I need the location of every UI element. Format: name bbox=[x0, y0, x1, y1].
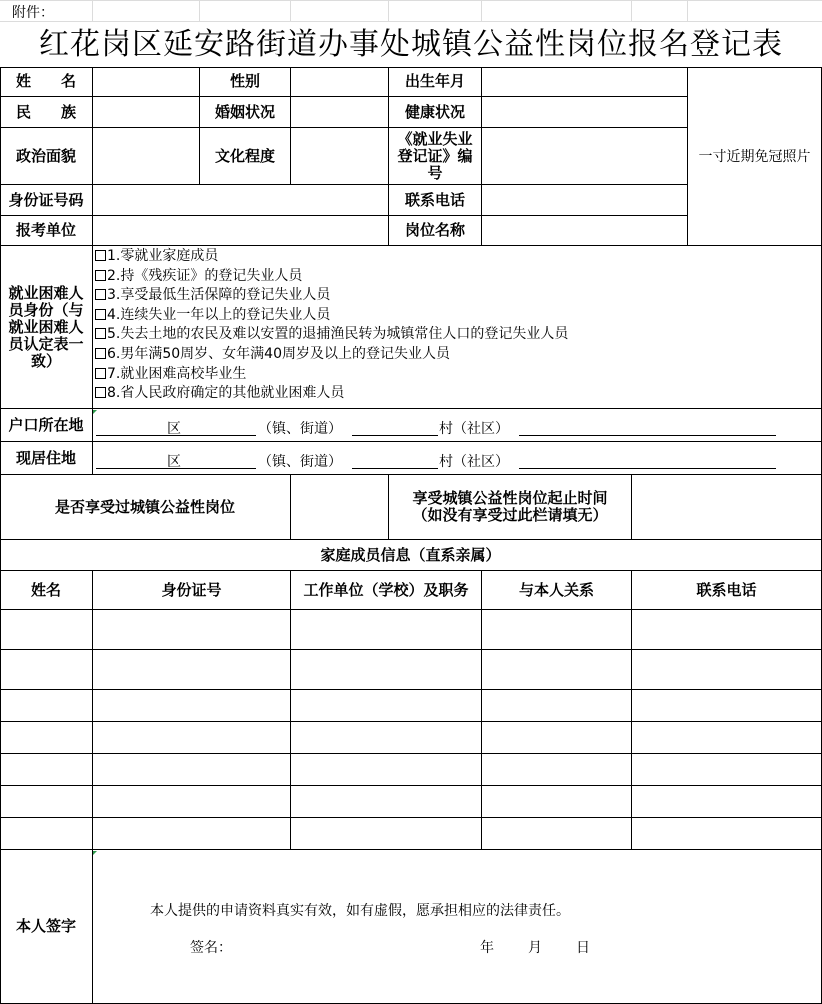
cell-comment-marker bbox=[93, 851, 97, 855]
hardship-option[interactable]: 6.男年满50周岁、女年满40周岁及以上的登记失业人员 bbox=[95, 345, 568, 365]
past-post-period-label: 享受城镇公益性岗位起止时间 （如没有享受过此栏请填无） bbox=[389, 475, 632, 540]
hardship-option[interactable]: 7.就业困难高校毕业生 bbox=[95, 365, 568, 385]
ethnicity-label: 民 族 bbox=[0, 97, 93, 128]
family-header-id: 身份证号 bbox=[93, 571, 291, 610]
family-table-cell[interactable] bbox=[0, 650, 93, 690]
name-field[interactable] bbox=[93, 67, 200, 97]
family-table-cell[interactable] bbox=[291, 754, 482, 786]
attachment-label: 附件： bbox=[12, 5, 54, 21]
cell-comment-marker bbox=[93, 410, 97, 414]
hardship-option[interactable]: 2.持《残疾证》的登记失业人员 bbox=[95, 267, 568, 287]
sheet-gridline bbox=[290, 0, 291, 21]
position-label: 岗位名称 bbox=[389, 216, 482, 246]
health-field[interactable] bbox=[482, 97, 688, 128]
hardship-option[interactable]: 1.零就业家庭成员 bbox=[95, 247, 568, 267]
family-table-cell[interactable] bbox=[0, 690, 93, 722]
family-section-title: 家庭成员信息（直系亲属） bbox=[0, 540, 822, 571]
signature-area[interactable] bbox=[93, 850, 822, 1004]
checkbox[interactable] bbox=[95, 348, 106, 359]
family-table-cell[interactable] bbox=[0, 722, 93, 754]
family-header-relation: 与本人关系 bbox=[482, 571, 632, 610]
hardship-option[interactable]: 4.连续失业一年以上的登记失业人员 bbox=[95, 306, 568, 326]
education-field[interactable] bbox=[291, 128, 389, 185]
family-table-cell[interactable] bbox=[632, 650, 822, 690]
position-field[interactable] bbox=[482, 216, 688, 246]
hukou-label: 户口所在地 bbox=[0, 409, 93, 442]
gender-label: 性别 bbox=[200, 67, 291, 97]
checkbox[interactable] bbox=[95, 387, 106, 398]
political-field[interactable] bbox=[93, 128, 200, 185]
village-text: 村（社区） bbox=[439, 454, 509, 470]
family-table-cell[interactable] bbox=[482, 786, 632, 818]
checkbox[interactable] bbox=[95, 328, 106, 339]
hardship-options bbox=[95, 247, 568, 404]
hardship-label: 就业困难人员身份（与就业困难人员认定表一致） bbox=[0, 246, 93, 409]
family-table-cell[interactable] bbox=[0, 610, 93, 650]
family-table-cell[interactable] bbox=[93, 786, 291, 818]
birth-label: 出生年月 bbox=[389, 67, 482, 97]
town-blank[interactable] bbox=[352, 468, 438, 469]
signature-label: 本人签字 bbox=[0, 850, 93, 1004]
sheet-gridline bbox=[388, 0, 389, 21]
family-table-cell[interactable] bbox=[482, 690, 632, 722]
family-table-cell[interactable] bbox=[291, 786, 482, 818]
id-number-field[interactable] bbox=[93, 185, 389, 216]
district-text: 区 bbox=[167, 454, 181, 470]
town-text: （镇、街道） bbox=[258, 421, 342, 437]
checkbox[interactable] bbox=[95, 250, 106, 261]
birth-field[interactable] bbox=[482, 67, 688, 97]
photo-box[interactable]: 一寸近期免冠照片 bbox=[688, 67, 822, 246]
family-table-cell[interactable] bbox=[93, 754, 291, 786]
family-table-cell[interactable] bbox=[632, 722, 822, 754]
month-label: 月 bbox=[528, 940, 542, 956]
ethnicity-field[interactable] bbox=[93, 97, 200, 128]
health-label: 健康状况 bbox=[389, 97, 482, 128]
family-header-work: 工作单位（学校）及职务 bbox=[291, 571, 482, 610]
town-blank[interactable] bbox=[352, 435, 438, 436]
family-table-cell[interactable] bbox=[291, 650, 482, 690]
employment-cert-label: 《就业失业登记证》编号 bbox=[389, 128, 482, 185]
political-label: 政治面貌 bbox=[0, 128, 93, 185]
checkbox[interactable] bbox=[95, 270, 106, 281]
id-number-label: 身份证号码 bbox=[0, 185, 93, 216]
town-text: （镇、街道） bbox=[258, 454, 342, 470]
family-table-cell[interactable] bbox=[632, 786, 822, 818]
marital-field[interactable] bbox=[291, 97, 389, 128]
family-table-cell[interactable] bbox=[291, 610, 482, 650]
family-table-cell[interactable] bbox=[93, 610, 291, 650]
village-blank[interactable] bbox=[519, 435, 776, 436]
family-table-cell[interactable] bbox=[482, 754, 632, 786]
family-table-cell[interactable] bbox=[291, 722, 482, 754]
checkbox[interactable] bbox=[95, 368, 106, 379]
past-post-field[interactable] bbox=[291, 475, 389, 540]
family-table-cell[interactable] bbox=[482, 722, 632, 754]
district-text: 区 bbox=[167, 421, 181, 437]
marital-label: 婚姻状况 bbox=[200, 97, 291, 128]
residence-label: 现居住地 bbox=[0, 442, 93, 475]
family-header-name: 姓名 bbox=[0, 571, 93, 610]
family-table-cell[interactable] bbox=[632, 610, 822, 650]
education-label: 文化程度 bbox=[200, 128, 291, 185]
hardship-option[interactable]: 5.失去土地的农民及难以安置的退捕渔民转为城镇常住人口的登记失业人员 bbox=[95, 325, 568, 345]
family-table-cell[interactable] bbox=[632, 754, 822, 786]
family-table-cell[interactable] bbox=[93, 818, 291, 850]
family-table-cell[interactable] bbox=[93, 690, 291, 722]
sign-label: 签名： bbox=[190, 940, 232, 956]
sheet-gridline bbox=[631, 0, 632, 21]
family-table-cell[interactable] bbox=[0, 754, 93, 786]
family-table-cell[interactable] bbox=[632, 818, 822, 850]
family-header-phone: 联系电话 bbox=[632, 571, 822, 610]
family-table-cell[interactable] bbox=[632, 690, 822, 722]
family-table-cell[interactable] bbox=[482, 650, 632, 690]
sheet-gridline bbox=[0, 0, 822, 1]
checkbox[interactable] bbox=[95, 289, 106, 300]
phone-field[interactable] bbox=[482, 185, 688, 216]
day-label: 日 bbox=[576, 940, 590, 956]
hardship-option[interactable]: 8.省人民政府确定的其他就业困难人员 bbox=[95, 384, 568, 404]
year-label: 年 bbox=[480, 940, 494, 956]
phone-label: 联系电话 bbox=[389, 185, 482, 216]
page-title: 红花岗区延安路街道办事处城镇公益性岗位报名登记表 bbox=[39, 27, 783, 62]
family-table-cell[interactable] bbox=[93, 650, 291, 690]
sheet-gridline bbox=[92, 0, 93, 21]
sheet-gridline bbox=[199, 0, 200, 21]
family-table-cell[interactable] bbox=[291, 818, 482, 850]
employment-cert-field[interactable] bbox=[482, 128, 688, 185]
family-table-cell[interactable] bbox=[482, 610, 632, 650]
sheet-gridline bbox=[687, 0, 688, 21]
family-table-cell[interactable] bbox=[93, 722, 291, 754]
village-text: 村（社区） bbox=[439, 421, 509, 437]
family-table-cell[interactable] bbox=[291, 690, 482, 722]
village-blank[interactable] bbox=[519, 468, 776, 469]
family-table-cell[interactable] bbox=[0, 786, 93, 818]
gender-field[interactable] bbox=[291, 67, 389, 97]
sheet-gridline bbox=[481, 0, 482, 21]
hardship-option[interactable]: 3.享受最低生活保障的登记失业人员 bbox=[95, 286, 568, 306]
past-post-period-field[interactable] bbox=[632, 475, 822, 540]
name-label: 姓 名 bbox=[0, 67, 93, 97]
unit-field[interactable] bbox=[93, 216, 389, 246]
unit-label: 报考单位 bbox=[0, 216, 93, 246]
past-post-label: 是否享受过城镇公益性岗位 bbox=[0, 475, 291, 540]
checkbox[interactable] bbox=[95, 309, 106, 320]
family-table-cell[interactable] bbox=[0, 818, 93, 850]
declaration-text: 本人提供的申请资料真实有效，如有虚假，愿承担相应的法律责任。 bbox=[150, 903, 570, 919]
family-table-cell[interactable] bbox=[482, 818, 632, 850]
